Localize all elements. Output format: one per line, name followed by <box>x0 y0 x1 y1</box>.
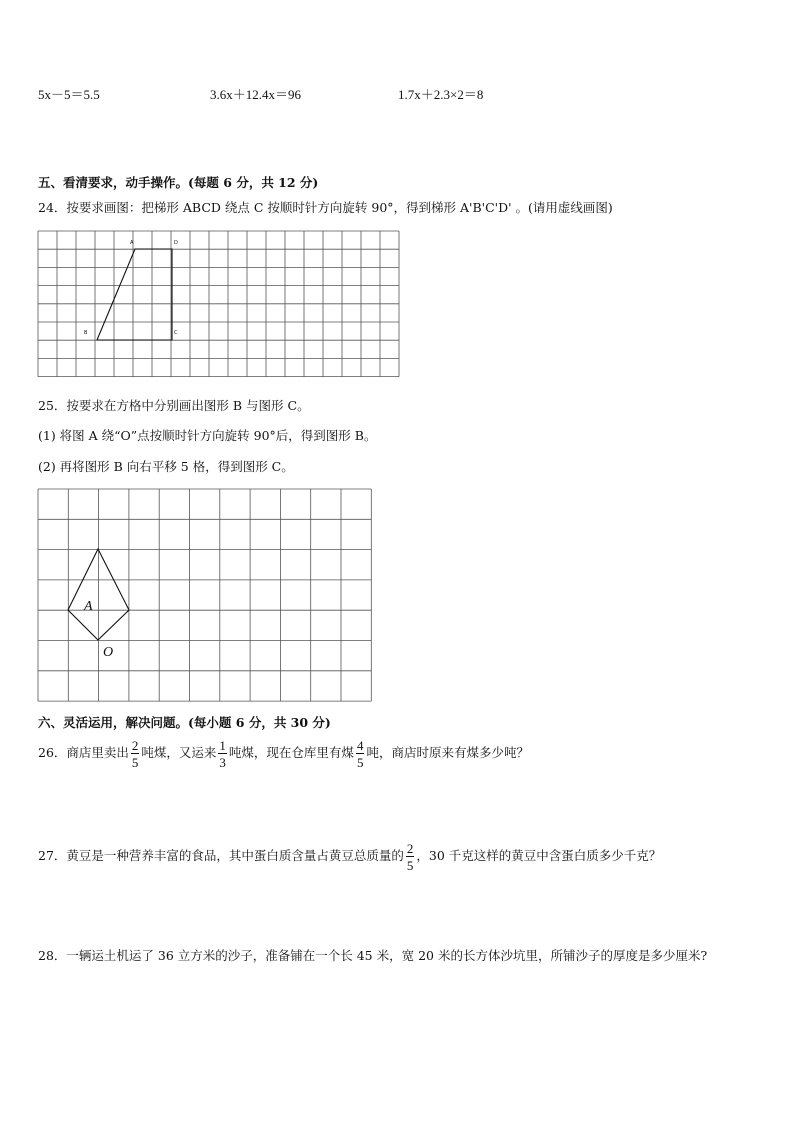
grid1-label-c: C <box>174 330 178 336</box>
equation-1: 5x－5＝5.5 <box>38 87 100 102</box>
section6-title: 六、灵活运用，解决问题。(每小题 6 分，共 30 分) <box>38 715 331 730</box>
q27-text-1: 27．黄豆是一种营养丰富的食品，其中蛋白质含量占黄豆总质量的 <box>38 848 404 863</box>
question-24: 24．按要求画图：把梯形 ABCD 绕点 C 按顺时针方向旋转 90°，得到梯形 A'B'C'D' 。(请用虚线画图) <box>38 200 613 215</box>
question-25-part-2: (2) 再将图形 B 向右平移 5 格，得到图形 C。 <box>38 459 294 474</box>
trapezoid-abcd <box>97 249 172 340</box>
q27-fraction-1: $\frac{2}{5}$ <box>406 840 414 873</box>
q26-fraction-2: $\frac{1}{3}$ <box>219 737 226 770</box>
q26-text-1: 26．商店里卖出 <box>38 745 129 760</box>
grid1-label-a: A <box>130 240 134 246</box>
q26-text-3: 吨煤，现在仓库里有煤 <box>228 745 354 760</box>
q27-text-2: ，30 千克这样的黄豆中含蛋白质多少千克？ <box>416 848 662 863</box>
question-27 <box>38 836 661 876</box>
equation-2: 3.6x＋12.4x＝96 <box>210 87 302 102</box>
grid1-label-d: D <box>174 240 178 246</box>
q26-fraction-1: $\frac{2}{5}$ <box>131 737 139 770</box>
question-28: 28．一辆运土机运了 36 立方米的沙子，准备铺在一个长 45 米，宽 20 米的长方体沙坑里，所铺沙子的厚度是多少厘米? <box>38 948 708 963</box>
grid-1 <box>38 231 399 378</box>
question-25-part-1: (1) 将图 A 绕“O”点按顺时针方向旋转 90°后，得到图形 B。 <box>38 428 377 443</box>
grid1-label-b: B <box>84 330 88 336</box>
question-26 <box>38 733 529 773</box>
question-25: 25．按要求在方格中分别画出图形 B 与图形 C。 <box>38 398 310 413</box>
grid2-label-a: A <box>84 599 93 614</box>
grid-2 <box>38 489 372 701</box>
q26-text-4: 吨，商店时原来有煤多少吨？ <box>366 745 529 760</box>
q26-text-2: 吨煤，又运来 <box>141 745 217 760</box>
equation-3: 1.7x＋2.3×2＝8 <box>398 87 484 102</box>
q26-fraction-3: $\frac{4}{5}$ <box>356 737 364 770</box>
grid2-label-o: O <box>103 645 114 660</box>
section5-title: 五、看清要求，动手操作。(每题 6 分，共 12 分) <box>38 175 319 190</box>
